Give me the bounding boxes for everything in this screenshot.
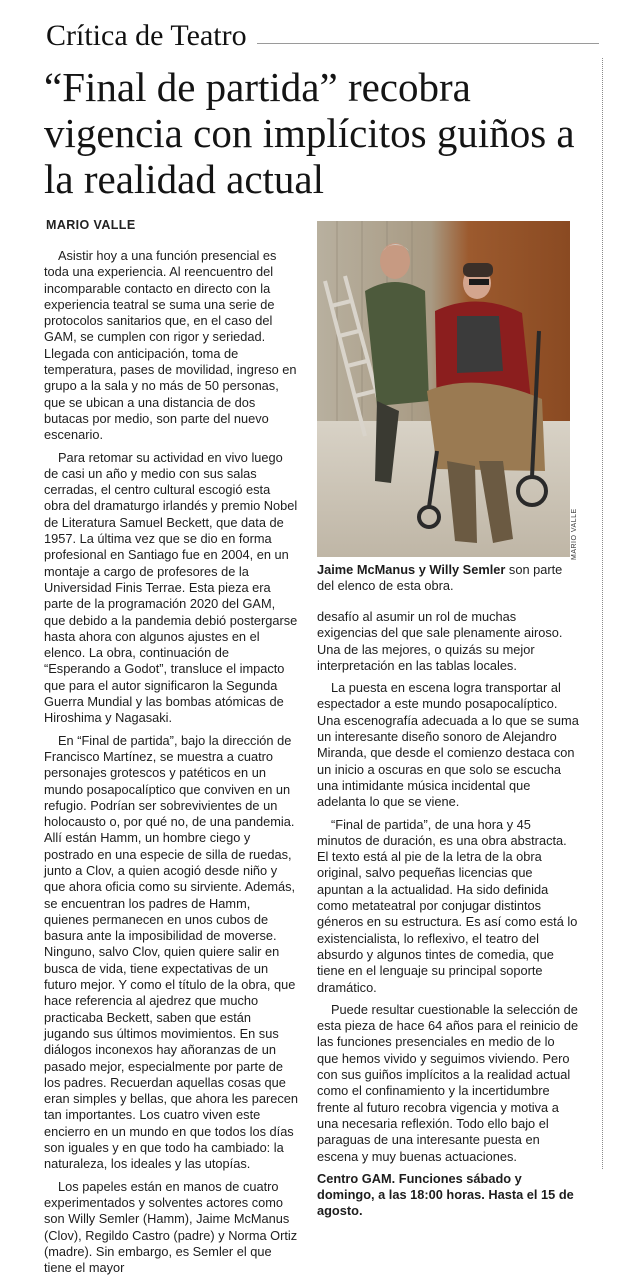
paragraph: “Final de partida”, de una hora y 45 minutos de duración, es una obra abstracta. El texto está al pie de la letra de la obra original, salvo pequeñas licencias que apuntan a la actualidad. Ha sido definida como metateatral por conjugar distintos géneros en su estructura. Es así como está lo existencialista, lo reflexivo, el teatro del absurdo y algunos tintes de comedia, que tiene en el lenguaje su principal soporte dramático. [317, 816, 578, 995]
paragraph: desafío al asumir un rol de muchas exigencias del que sale plenamente airoso. Una de las mejores, o quizás su mejor interpretación en las tablas locales. [317, 609, 563, 673]
photo-caption [317, 562, 579, 594]
caption-text: son parte del elenco de esta obra. [317, 562, 563, 593]
column-dotted-divider [602, 58, 603, 1169]
article-photo [317, 221, 570, 557]
caption-names: Jaime McManus y Willy Semler [317, 562, 506, 577]
section-divider [257, 43, 599, 44]
section-title: Crítica de Teatro [46, 19, 247, 52]
paragraph: Para retomar su actividad en vivo luego de casi un año y medio con sus salas cerradas, el centro cultural escogió esta obra del dramaturgo irlandés y premio Nobel de Literatura Samuel Beckett, que data de 1957. La última vez que se dio en forma profesional en Santiago fue en 2004, en un montaje a cargo de profesores de la Universidad Finis Terrae. Esta pieza era parte de la programación 2020 del GAM, que debido a la pandemia debió postergarse hasta ahora con algunos ajustes en el elenco. La obra, continuación de “Esperando a Godot”, transluce el impacto que para el autor significaron la Segunda Guerra Mundial y las bombas atómicas de Hiroshima y Nagasaki. [44, 449, 298, 726]
section-header [46, 16, 599, 56]
stage-photo-illustration [317, 221, 570, 557]
paragraph: En “Final de partida”, bajo la dirección de Francisco Martínez, se muestra a cuatro personajes grotescos y patéticos en un mundo posapocalíptico que conviven en un refugio. Podrían ser sobrevivientes de un holocausto o, por qué no, de una pandemia. Allí están Hamm, un hombre ciego y postrado en una especie de silla de ruedas, junto a Clov, a quien acogió desde niño y que ahora oficia como su sirviente. Además, se encuentran los padres de Hamm, quienes permanecen en unos cubos de basura ante la imposibilidad de moverse. Ninguno, salvo Clov, quien quiere salir en busca de vida, tiene expectativas de un futuro mejor. Y como el título de la obra, que hace referencia al ajedrez que mucho practicaba Beckett, saben que están jugando sus últimos movimientos. En sus diálogos inconexos hay añoranzas de un pasado mejor, especialmente por parte de los padres. Recuerdan aquellas cosas que eran simples y bellas, que ahora les parecen tan importantes. Los cuatro viven este encierro en un mundo en que todos los días son iguales y en que todo ha cambiado: la naturaleza, los ideales y las utopías. [44, 732, 298, 1172]
article-headline: “Final de partida” recobra vigencia con implícitos guiños a la realidad actual [44, 64, 575, 202]
paragraph: Los papeles están en manos de cuatro experimentados y solventes actores como son Willy Semler (Hamm), Jaime McManus (Clov), Regildo Castro (padre) y Norma Ortiz (madre). Sin embargo, es Semler el que tiene el mayor [44, 1178, 298, 1276]
article-body-left-column [44, 248, 298, 1282]
event-info: Centro GAM. Funciones sábado y domingo, a las 18:00 horas. Hasta el 15 de agosto. [317, 1170, 574, 1219]
paragraph: Asistir hoy a una función presencial es toda una experiencia. Al reencuentro del incomparable contacto en directo con la experiencia teatral se suma una serie de protocolos sanitarios que, en el caso del GAM, se cumplen con rigor y seriedad. Llegada con anticipación, toma de temperatura, pases de movilidad, ingreso en grupo a la sala y no más de 50 personas, que se ubican a una distancia de dos butacas por medio, son parte del nuevo escenario. [44, 248, 297, 443]
paragraph: La puesta en escena logra transportar al espectador a este mundo posapocalíptico. Una escenografía adecuada a lo que se suma un interesante diseño sonoro de Alejandro Miranda, que desde el comienzo destaca con un inicio a oscuras en que solo se escucha una intimidante música incidental que adelanta lo que se viene. [317, 680, 579, 810]
photo-credit: MARIO VALLE [571, 508, 578, 560]
paragraph: Puede resultar cuestionable la selección de esta pieza de hace 64 años para el reinicio de las funciones presenciales en medio de lo que hemos vivido y seguimos viviendo. Pero con sus guiños implícitos a la realidad actual como el confinamiento y la incertidumbre frente al futuro recobra vigencia y motiva a una necesaria reflexión. Todo ello bajo el paraguas de una interesante puesta en escena y muy buenas actuaciones. [317, 1001, 579, 1164]
article-body-right-column [317, 609, 579, 1226]
article-byline: MARIO VALLE [46, 218, 136, 232]
